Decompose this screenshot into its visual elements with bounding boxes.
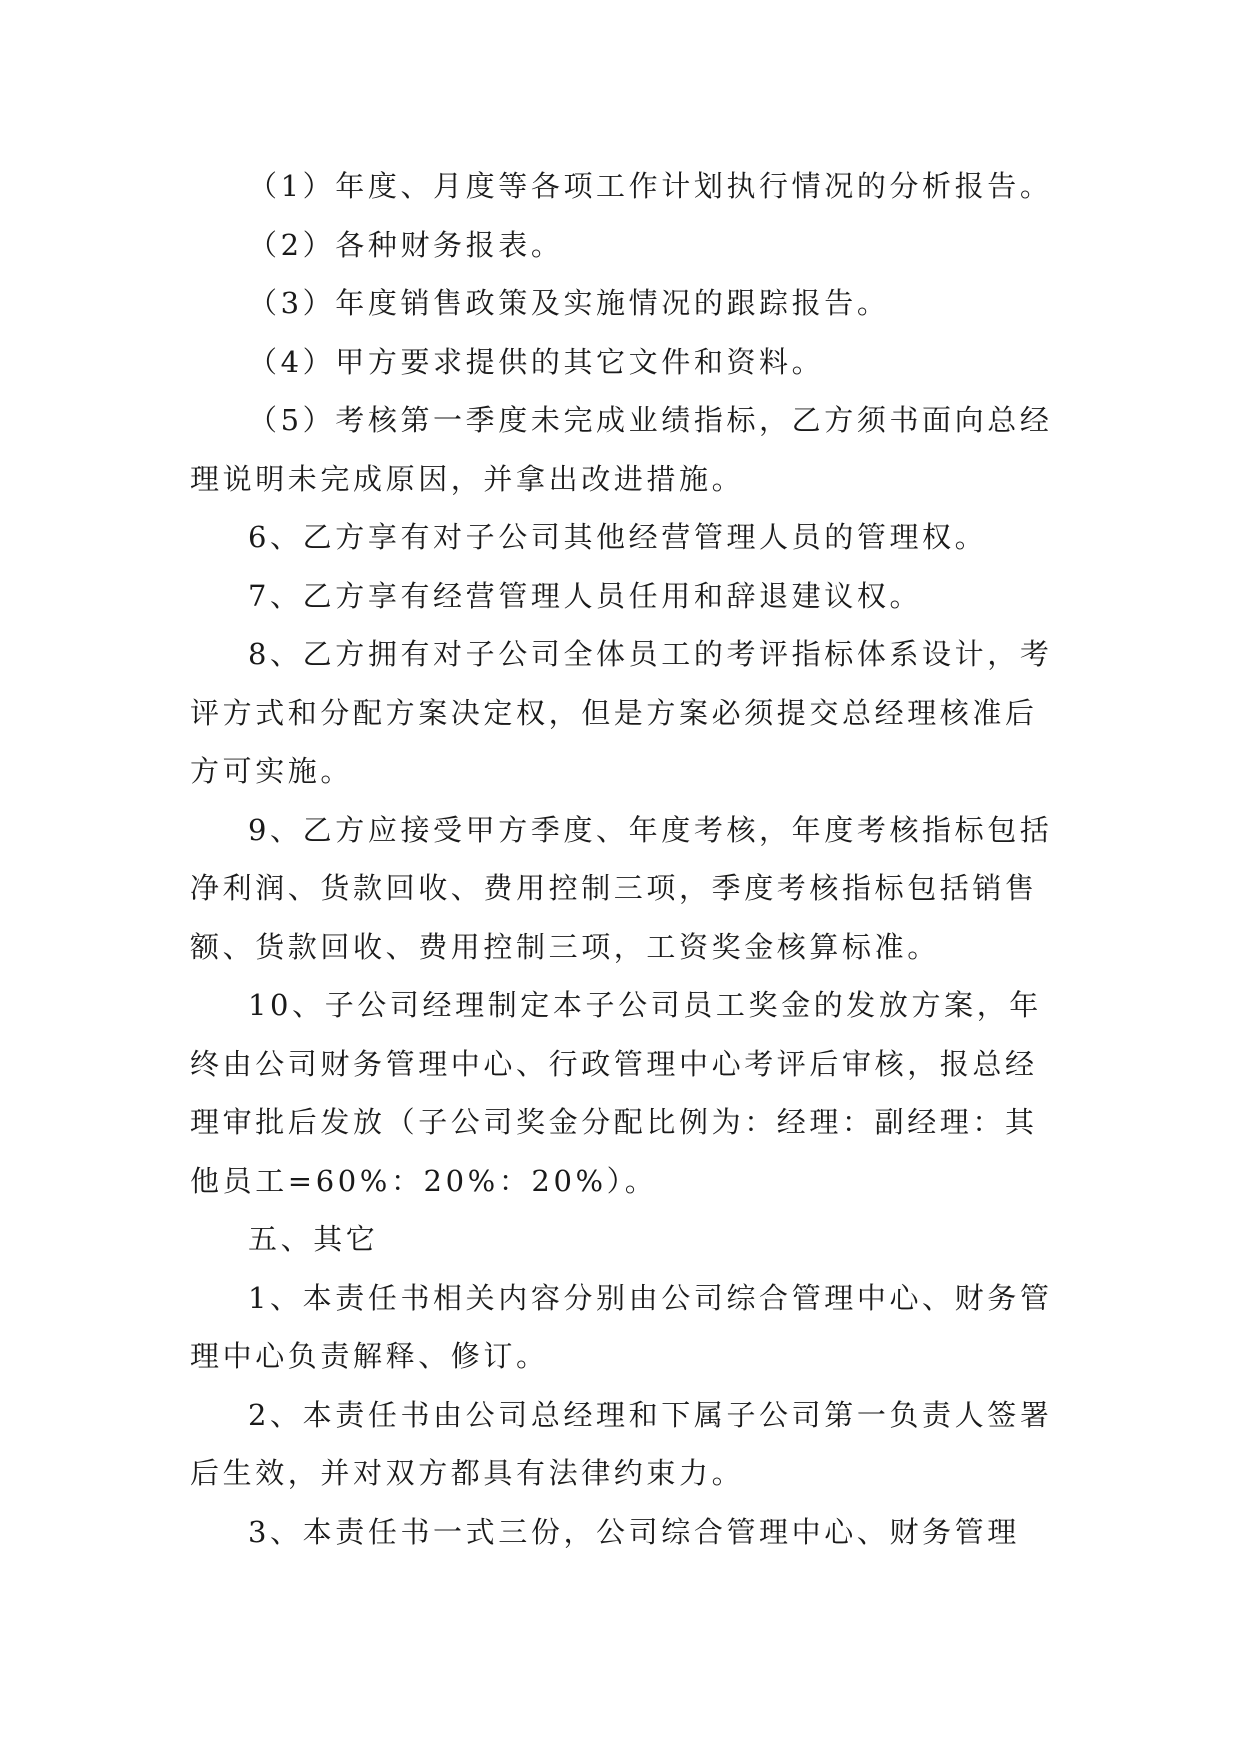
list-item-financial-statements: （2）各种财务报表。 xyxy=(248,227,564,262)
clause-10-bonus-plan: 10、子公司经理制定本子公司员工奖金的发放方案，年终由公司财务管理中心、行政管理中心考评后审核，报总经理审批后发放（子公司奖金分配比例为：经理：副经理：其他员工=60%：20%：20%）。 xyxy=(190,988,1042,1198)
list-item-sales-policy-report: （3）年度销售政策及实施情况的跟踪报告。 xyxy=(248,286,890,320)
other-clause-3-copies: 3、本责任书一式三份，公司综合管理中心、财务管理 xyxy=(248,1514,1020,1549)
clause-9-assessment-indicators: 9、乙方应接受甲方季度、年度考核，年度考核指标包括净利润、货款回收、费用控制三项，季度考核指标包括销售额、货款回收、费用控制三项，工资奖金核算标准。 xyxy=(190,812,1053,964)
other-clause-1-interpretation: 1、本责任书相关内容分别由公司综合管理中心、财务管理中心负责解释、修订。 xyxy=(190,1280,1053,1373)
clause-6-management-right: 6、乙方享有对子公司其他经营管理人员的管理权。 xyxy=(248,520,988,554)
document-body xyxy=(190,157,1055,1561)
list-item-q1-assessment: （5）考核第一季度未完成业绩指标，乙方须书面向总经理说明未完成原因，并拿出改进措施。 xyxy=(190,403,1053,496)
list-item-other-documents: （4）甲方要求提供的其它文件和资料。 xyxy=(248,344,825,379)
section-heading-other: 五、其它 xyxy=(248,1222,379,1256)
list-item-work-plan-report: （1）年度、月度等各项工作计划执行情况的分析报告。 xyxy=(248,169,1053,203)
clause-8-evaluation-system: 8、乙方拥有对子公司全体员工的考评指标体系设计，考评方式和分配方案决定权，但是方案必须提交总经理核准后方可实施。 xyxy=(190,637,1053,788)
other-clause-2-effectiveness: 2、本责任书由公司总经理和下属子公司第一负责人签署后生效，并对双方都具有法律约束力。 xyxy=(190,1397,1053,1490)
clause-7-appointment-right: 7、乙方享有经营管理人员任用和辞退建议权。 xyxy=(248,578,923,613)
